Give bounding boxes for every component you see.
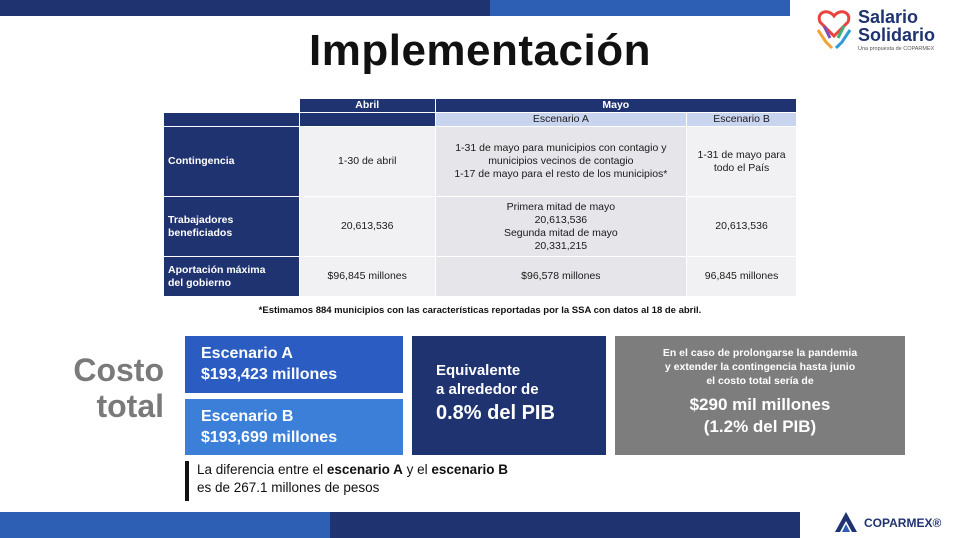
cell-line: 20,331,215 — [534, 239, 588, 252]
logo-line-1: Salario — [858, 7, 919, 27]
cell-aportacion-esc-a: $96,578 millones — [435, 257, 687, 297]
extension-cost: $290 mil millones — [689, 395, 831, 414]
row-label-contingencia: Contingencia — [164, 127, 300, 197]
cell-line: Segunda mitad de mayo — [503, 226, 618, 239]
cell-trabajadores-abril: 20,613,536 — [299, 197, 435, 257]
difference-bold-a: escenario A — [326, 462, 403, 477]
difference-note — [185, 461, 605, 501]
header-escenario-a: Escenario A — [435, 113, 687, 127]
escenario-b-box — [185, 399, 403, 455]
pib-line-3: 0.8% del PIB — [436, 402, 555, 424]
header-mayo: Mayo — [435, 99, 796, 113]
extension-scenario-box — [615, 336, 905, 455]
label-line: del gobierno — [168, 276, 231, 289]
cell-trabajadores-esc-b: 20,613,536 — [687, 197, 797, 257]
cell-line: todo el País — [713, 161, 770, 174]
coparmex-wordmark: COPARMEX® — [864, 516, 942, 530]
cell-line: 1-31 de mayo para — [697, 148, 786, 161]
table-corner — [164, 99, 300, 113]
label-line: Aportación máxima — [168, 263, 266, 276]
cell-contingencia-esc-b — [687, 127, 797, 197]
header-escenario-b: Escenario B — [687, 113, 797, 127]
label-line: beneficiados — [168, 226, 233, 239]
subheader-blank-2 — [299, 113, 435, 127]
cell-aportacion-esc-b: 96,845 millones — [687, 257, 797, 297]
coparmex-mark-icon — [834, 511, 858, 533]
escenario-b-value: $193,699 millones — [201, 429, 338, 446]
costo-line-2: total — [96, 388, 164, 424]
escenario-a-value: $193,423 millones — [201, 366, 338, 383]
logo-tagline: Una propuesta de COPARMEX — [858, 46, 935, 52]
coparmex-logo — [834, 510, 960, 536]
table-footnote: *Estimamos 884 municipios con las características reportadas por la SSA con datos al 18 de abril. — [258, 305, 702, 316]
cell-line: Primera mitad de mayo — [506, 200, 616, 213]
cell-line: 1-17 de mayo para el resto de los municipios* — [454, 168, 668, 180]
implementation-table — [163, 98, 797, 297]
difference-bold-b: escenario B — [431, 462, 508, 477]
escenario-a-box — [185, 336, 403, 393]
costo-total-heading — [50, 352, 164, 424]
cell-line: 20,613,536 — [534, 213, 588, 226]
bottom-bar-stripe — [0, 512, 330, 538]
top-bar-stripe — [490, 0, 790, 16]
row-label-trabajadores — [164, 197, 300, 257]
costo-line-1: Costo — [73, 352, 164, 388]
escenario-b-name: Escenario B — [201, 408, 294, 425]
extension-line-3: el costo total sería de — [706, 375, 814, 387]
extension-pib: (1.2% del PIB) — [703, 417, 817, 436]
difference-text-2: y el — [402, 462, 432, 477]
logo-line-2: Solidario — [858, 25, 936, 45]
header-abril: Abril — [299, 99, 435, 113]
extension-line-1: En el caso de prolongarse la pandemia — [662, 347, 858, 359]
cell-aportacion-abril: $96,845 millones — [299, 257, 435, 297]
top-decorative-bar — [0, 0, 790, 16]
extension-line-2: y extender la contingencia hasta junio — [664, 361, 856, 373]
page-title: Implementación — [309, 26, 651, 75]
row-label-aportacion — [164, 257, 300, 297]
pib-equivalent-box — [412, 336, 606, 455]
label-line: Trabajadores — [168, 213, 234, 226]
difference-line-2: es de 267.1 millones de pesos — [197, 480, 380, 495]
cell-trabajadores-esc-a — [435, 197, 687, 257]
difference-line-1 — [197, 461, 605, 479]
cell-line: 1-31 de mayo para municipios con contagio y — [455, 142, 667, 154]
cell-contingencia-esc-a — [435, 127, 687, 197]
difference-text-1: La diferencia entre el — [197, 462, 327, 477]
cell-line: municipios vecinos de contagio — [488, 155, 634, 167]
cell-contingencia-abril: 1-30 de abril — [299, 127, 435, 197]
pib-line-2: a alrededor de — [436, 381, 539, 398]
bottom-decorative-bar — [0, 512, 800, 538]
pib-line-1: Equivalente — [436, 362, 521, 379]
escenario-a-name: Escenario A — [201, 345, 293, 362]
subheader-blank-1 — [164, 113, 300, 127]
